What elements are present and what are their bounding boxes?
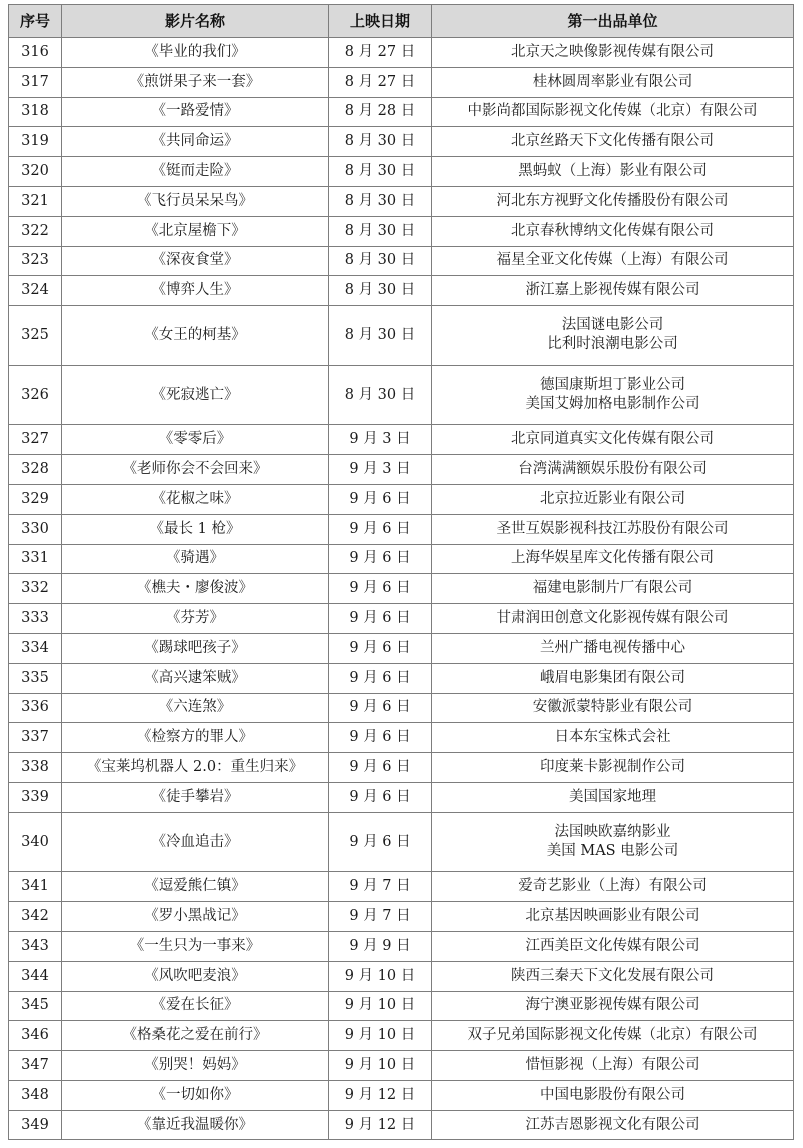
producer-unit xyxy=(432,663,794,693)
row-number: 341 xyxy=(9,872,62,902)
film-title: 《冷血追击》 xyxy=(62,812,329,872)
film-title: 《毕业的我们》 xyxy=(62,38,329,68)
producer-unit xyxy=(432,455,794,485)
release-date: 8 月 30 日 xyxy=(329,186,432,216)
table-row xyxy=(9,961,794,991)
row-number: 343 xyxy=(9,931,62,961)
table-row xyxy=(9,544,794,574)
producer-name: 中影尚都国际影视文化传媒（北京）有限公司 xyxy=(467,103,758,120)
release-date: 9 月 12 日 xyxy=(329,1110,432,1140)
producer-unit xyxy=(432,38,794,68)
producer-unit xyxy=(432,693,794,723)
release-date: 8 月 27 日 xyxy=(329,38,432,68)
producer-unit xyxy=(432,276,794,306)
film-title: 《骑遇》 xyxy=(62,544,329,574)
release-date: 9 月 6 日 xyxy=(329,514,432,544)
release-date: 9 月 3 日 xyxy=(329,425,432,455)
producer-unit xyxy=(432,902,794,932)
producer-name: 陕西三秦天下文化发展有限公司 xyxy=(511,967,714,984)
producer-name: 中国电影股份有限公司 xyxy=(540,1086,685,1103)
header-row xyxy=(9,5,794,38)
producer-name: 海宁澳亚影视传媒有限公司 xyxy=(525,997,700,1014)
table-row xyxy=(9,425,794,455)
table-row xyxy=(9,693,794,723)
release-date: 8 月 30 日 xyxy=(329,127,432,157)
row-number: 324 xyxy=(9,276,62,306)
producer-unit xyxy=(432,246,794,276)
row-number: 322 xyxy=(9,216,62,246)
producer-name: 美国国家地理 xyxy=(569,788,656,805)
row-number: 329 xyxy=(9,484,62,514)
table-row xyxy=(9,1021,794,1051)
row-number: 347 xyxy=(9,1051,62,1081)
producer-unit xyxy=(432,484,794,514)
film-title: 《高兴逮笨贼》 xyxy=(62,663,329,693)
release-date: 8 月 30 日 xyxy=(329,246,432,276)
producer-unit xyxy=(432,425,794,455)
producer-unit xyxy=(432,723,794,753)
producer-unit xyxy=(432,67,794,97)
table-row xyxy=(9,127,794,157)
table-body xyxy=(9,38,794,1140)
table-row xyxy=(9,1051,794,1081)
release-date: 9 月 6 日 xyxy=(329,544,432,574)
table-row xyxy=(9,574,794,604)
producer-unit xyxy=(432,991,794,1021)
producer-unit xyxy=(432,127,794,157)
release-date: 8 月 30 日 xyxy=(329,365,432,425)
film-title: 《煎饼果子来一套》 xyxy=(62,67,329,97)
release-date: 8 月 30 日 xyxy=(329,306,432,366)
release-date: 9 月 6 日 xyxy=(329,663,432,693)
producer-name: 河北东方视野文化传播股份有限公司 xyxy=(496,192,729,209)
film-title: 《老师你会不会回来》 xyxy=(62,455,329,485)
release-date: 9 月 9 日 xyxy=(329,931,432,961)
release-date: 9 月 12 日 xyxy=(329,1080,432,1110)
row-number: 319 xyxy=(9,127,62,157)
release-date: 9 月 7 日 xyxy=(329,872,432,902)
producer-unit xyxy=(432,812,794,872)
film-title: 《一切如你》 xyxy=(62,1080,329,1110)
release-date: 9 月 3 日 xyxy=(329,455,432,485)
film-title: 《铤而走险》 xyxy=(62,157,329,187)
release-date: 9 月 6 日 xyxy=(329,753,432,783)
producer-unit xyxy=(432,931,794,961)
release-date: 9 月 7 日 xyxy=(329,902,432,932)
table-row xyxy=(9,812,794,872)
row-number: 349 xyxy=(9,1110,62,1140)
producer-name: 双子兄弟国际影视文化传媒（北京）有限公司 xyxy=(467,1027,758,1044)
release-date: 9 月 6 日 xyxy=(329,693,432,723)
film-title: 《花椒之味》 xyxy=(62,484,329,514)
producer-name: 比利时浪潮电影公司 xyxy=(547,336,678,353)
row-number: 326 xyxy=(9,365,62,425)
film-title: 《最长 1 枪》 xyxy=(62,514,329,544)
producer-name: 江西美臣文化传媒有限公司 xyxy=(525,937,700,954)
producer-unit xyxy=(432,97,794,127)
film-title: 《芬芳》 xyxy=(62,604,329,634)
row-number: 327 xyxy=(9,425,62,455)
film-title: 《别哭！妈妈》 xyxy=(62,1051,329,1081)
row-number: 331 xyxy=(9,544,62,574)
row-number: 348 xyxy=(9,1080,62,1110)
producer-unit xyxy=(432,157,794,187)
release-date: 9 月 6 日 xyxy=(329,812,432,872)
table-row xyxy=(9,753,794,783)
film-release-table xyxy=(8,4,794,1140)
film-title: 《樵夫・廖俊波》 xyxy=(62,574,329,604)
table-row xyxy=(9,991,794,1021)
header-number: 序号 xyxy=(9,5,62,38)
producer-name: 桂林圆周率影业有限公司 xyxy=(532,73,693,90)
table-row xyxy=(9,365,794,425)
table-row xyxy=(9,663,794,693)
release-date: 9 月 10 日 xyxy=(329,1021,432,1051)
film-title: 《六连煞》 xyxy=(62,693,329,723)
producer-name: 安徽派蒙特影业有限公司 xyxy=(532,699,693,716)
row-number: 340 xyxy=(9,812,62,872)
film-title: 《共同命运》 xyxy=(62,127,329,157)
producer-unit xyxy=(432,1051,794,1081)
row-number: 330 xyxy=(9,514,62,544)
film-title: 《风吹吧麦浪》 xyxy=(62,961,329,991)
producer-name: 圣世互娱影视科技江苏股份有限公司 xyxy=(496,520,729,537)
table-row xyxy=(9,514,794,544)
producer-name: 法国谜电影公司 xyxy=(561,317,664,334)
row-number: 337 xyxy=(9,723,62,753)
row-number: 336 xyxy=(9,693,62,723)
row-number: 321 xyxy=(9,186,62,216)
table-header xyxy=(9,5,794,38)
producer-unit xyxy=(432,365,794,425)
row-number: 344 xyxy=(9,961,62,991)
table-row xyxy=(9,97,794,127)
producer-unit xyxy=(432,872,794,902)
film-title: 《女王的柯基》 xyxy=(62,306,329,366)
producer-unit xyxy=(432,544,794,574)
producer-name: 兰州广播电视传播中心 xyxy=(540,639,685,656)
table-row xyxy=(9,216,794,246)
producer-unit xyxy=(432,1080,794,1110)
producer-name: 北京春秋博纳文化传媒有限公司 xyxy=(511,222,714,239)
release-date: 8 月 30 日 xyxy=(329,157,432,187)
film-title: 《逗爱熊仁镇》 xyxy=(62,872,329,902)
release-date: 8 月 27 日 xyxy=(329,67,432,97)
producer-unit xyxy=(432,1110,794,1140)
producer-name: 日本东宝株式会社 xyxy=(554,729,671,746)
producer-name: 甘肃润田创意文化影视传媒有限公司 xyxy=(496,610,729,627)
producer-name: 德国康斯坦丁影业公司 xyxy=(540,377,685,394)
producer-unit xyxy=(432,186,794,216)
row-number: 317 xyxy=(9,67,62,97)
release-date: 9 月 10 日 xyxy=(329,1051,432,1081)
producer-unit xyxy=(432,633,794,663)
film-title: 《一路爱情》 xyxy=(62,97,329,127)
film-title: 《靠近我温暖你》 xyxy=(62,1110,329,1140)
film-title: 《踢球吧孩子》 xyxy=(62,633,329,663)
release-date: 9 月 10 日 xyxy=(329,961,432,991)
header-producer: 第一出品单位 xyxy=(432,5,794,38)
table-row xyxy=(9,306,794,366)
producer-unit xyxy=(432,216,794,246)
row-number: 320 xyxy=(9,157,62,187)
row-number: 316 xyxy=(9,38,62,68)
release-date: 9 月 10 日 xyxy=(329,991,432,1021)
producer-name: 法国映欧嘉纳影业 xyxy=(554,824,671,841)
table-row xyxy=(9,186,794,216)
table-row xyxy=(9,38,794,68)
producer-name: 美国艾姆加格电影制作公司 xyxy=(525,396,700,413)
producer-name: 北京基因映画影业有限公司 xyxy=(525,908,700,924)
producer-unit xyxy=(432,604,794,634)
table-row xyxy=(9,872,794,902)
row-number: 332 xyxy=(9,574,62,604)
producer-unit xyxy=(432,961,794,991)
film-title: 《检察方的罪人》 xyxy=(62,723,329,753)
producer-name: 惜恒影视（上海）有限公司 xyxy=(525,1056,700,1073)
producer-unit xyxy=(432,782,794,812)
producer-name: 北京同道真实文化传媒有限公司 xyxy=(511,431,714,448)
row-number: 318 xyxy=(9,97,62,127)
row-number: 342 xyxy=(9,902,62,932)
producer-name: 福星全亚文化传媒（上海）有限公司 xyxy=(496,252,729,269)
table-row xyxy=(9,67,794,97)
release-date: 9 月 6 日 xyxy=(329,723,432,753)
row-number: 334 xyxy=(9,633,62,663)
film-title: 《爱在长征》 xyxy=(62,991,329,1021)
table-row xyxy=(9,902,794,932)
film-title: 《北京屋檐下》 xyxy=(62,216,329,246)
table-row xyxy=(9,633,794,663)
producer-name: 北京拉近影业有限公司 xyxy=(540,490,685,507)
table-row xyxy=(9,931,794,961)
film-title: 《飞行员呆呆鸟》 xyxy=(62,186,329,216)
table-row xyxy=(9,246,794,276)
header-title: 影片名称 xyxy=(62,5,329,38)
film-title: 《一生只为一事来》 xyxy=(62,931,329,961)
producer-name: 爱奇艺影业（上海）有限公司 xyxy=(518,878,707,895)
release-date: 9 月 6 日 xyxy=(329,633,432,663)
producer-name: 上海华娱星库文化传播有限公司 xyxy=(511,550,714,567)
film-title: 《宝莱坞机器人 2.0：重生归来》 xyxy=(62,753,329,783)
release-date: 9 月 6 日 xyxy=(329,484,432,514)
producer-name: 黑蚂蚁（上海）影业有限公司 xyxy=(518,163,707,180)
row-number: 335 xyxy=(9,663,62,693)
producer-unit xyxy=(432,1021,794,1051)
film-title: 《死寂逃亡》 xyxy=(62,365,329,425)
producer-name: 北京天之映像影视传媒有限公司 xyxy=(511,43,714,60)
film-title: 《徒手攀岩》 xyxy=(62,782,329,812)
producer-unit xyxy=(432,753,794,783)
table-row xyxy=(9,276,794,306)
table-row xyxy=(9,604,794,634)
row-number: 346 xyxy=(9,1021,62,1051)
film-title: 《零零后》 xyxy=(62,425,329,455)
release-date: 9 月 6 日 xyxy=(329,604,432,634)
producer-name: 福建电影制片厂有限公司 xyxy=(532,580,693,597)
producer-name: 北京丝路天下文化传播有限公司 xyxy=(511,133,714,150)
producer-name: 美国 MAS 电影公司 xyxy=(546,843,679,860)
producer-name: 印度莱卡影视制作公司 xyxy=(540,759,685,776)
producer-name: 台湾满满额娱乐股份有限公司 xyxy=(518,461,707,478)
table-row xyxy=(9,1080,794,1110)
table-row xyxy=(9,157,794,187)
film-title: 《罗小黑战记》 xyxy=(62,902,329,932)
producer-unit xyxy=(432,306,794,366)
release-date: 9 月 6 日 xyxy=(329,574,432,604)
row-number: 338 xyxy=(9,753,62,783)
row-number: 328 xyxy=(9,455,62,485)
header-release-date: 上映日期 xyxy=(329,5,432,38)
row-number: 325 xyxy=(9,306,62,366)
release-date: 8 月 28 日 xyxy=(329,97,432,127)
producer-name: 峨眉电影集团有限公司 xyxy=(540,669,685,686)
row-number: 333 xyxy=(9,604,62,634)
table-row xyxy=(9,484,794,514)
film-title: 《深夜食堂》 xyxy=(62,246,329,276)
film-title: 《博弈人生》 xyxy=(62,276,329,306)
film-title: 《格桑花之爱在前行》 xyxy=(62,1021,329,1051)
release-date: 8 月 30 日 xyxy=(329,276,432,306)
row-number: 323 xyxy=(9,246,62,276)
table-row xyxy=(9,723,794,753)
producer-unit xyxy=(432,574,794,604)
row-number: 339 xyxy=(9,782,62,812)
release-date: 8 月 30 日 xyxy=(329,216,432,246)
row-number: 345 xyxy=(9,991,62,1021)
producer-name: 浙江嘉上影视传媒有限公司 xyxy=(525,282,700,299)
producer-name: 江苏吉恩影视文化有限公司 xyxy=(525,1116,700,1133)
table-row xyxy=(9,1110,794,1140)
table-row xyxy=(9,782,794,812)
release-date: 9 月 6 日 xyxy=(329,782,432,812)
producer-unit xyxy=(432,514,794,544)
table-row xyxy=(9,455,794,485)
